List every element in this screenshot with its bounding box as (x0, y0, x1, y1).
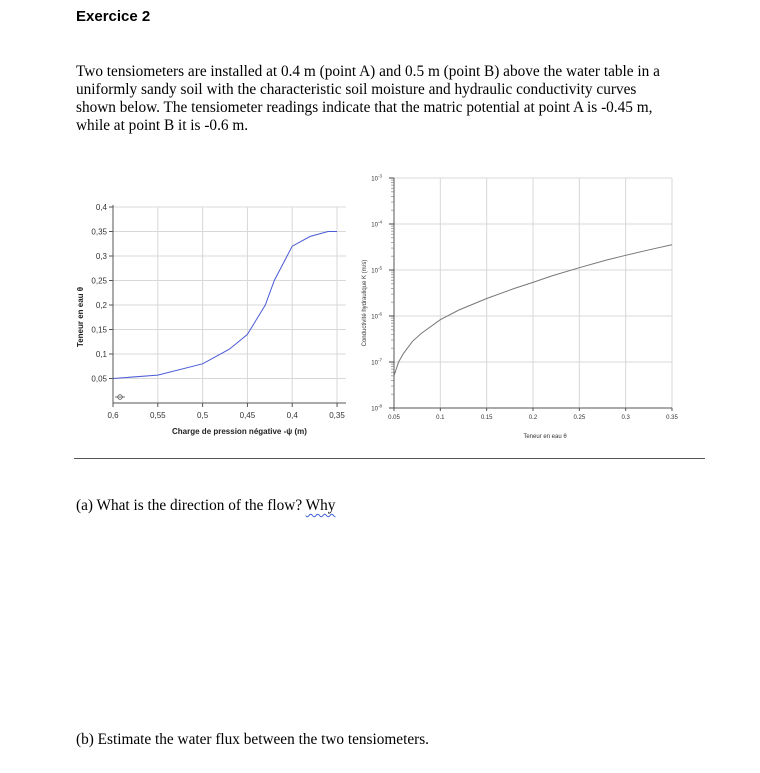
x-axis-label: Charge de pression négative -ψ (m) (172, 427, 307, 436)
y-tick-label: $10^{-3}$ (371, 173, 382, 183)
x-tick-label: 0,45 (239, 411, 256, 420)
soil-moisture-chart (74, 190, 354, 442)
problem-statement (76, 63, 716, 135)
separator-line (74, 458, 705, 459)
x-tick-label: 0,6 (107, 411, 119, 420)
y-tick-label: 0,4 (95, 203, 107, 212)
x-tick-label: 0,35 (329, 411, 345, 420)
x-tick-label: 0.1 (436, 415, 445, 421)
question-b: (b) Estimate the water flux between the two tensiometers. (76, 731, 429, 748)
y-tick-label: $10^{-7}$ (371, 357, 382, 367)
y-tick-label: $10^{-8}$ (371, 403, 382, 413)
x-tick-label: 0.15 (480, 415, 493, 421)
x-tick-label: 0,55 (150, 411, 166, 420)
x-tick-label: 0.05 (388, 415, 400, 421)
y-tick-label: 0,25 (91, 276, 107, 286)
x-tick-label: 0.3 (621, 415, 630, 421)
x-tick-label: 0,4 (286, 411, 298, 420)
x-tick-label: 0,5 (197, 411, 209, 420)
x-tick-label: 0.25 (573, 415, 586, 421)
hydraulic-conductivity-chart (352, 170, 692, 445)
y-tick-label: $10^{-4}$ (371, 219, 382, 229)
question-a-text: (a) What is the direction of the flow? (76, 497, 306, 514)
y-axis-label: Teneur en eau θ (76, 286, 85, 348)
question-a (76, 497, 335, 515)
y-tick-label: 0,05 (91, 374, 107, 384)
exercise-title: Exercice 2 (76, 8, 151, 25)
y-tick-label: $10^{-6}$ (371, 311, 382, 321)
y-tick-label: 0,2 (95, 301, 107, 310)
y-tick-label: 0,15 (91, 325, 107, 335)
y-tick-label: 0,3 (95, 252, 107, 261)
y-tick-label: 0,1 (95, 350, 107, 359)
question-a-why: Why (305, 497, 336, 514)
statement-line-4: while at point B it is -0.6 m. (76, 117, 249, 134)
statement-line-1: Two tensiometers are installed at 0.4 m (point A) and 0.5 m (point B) above the water table in a (76, 63, 660, 80)
statement-line-2: uniformly sandy soil with the characteristic soil moisture and hydraulic conductivity curves (76, 81, 637, 98)
x-tick-label: 0.2 (528, 415, 538, 421)
y-tick-label: 0,35 (91, 227, 107, 237)
y-axis-label: Conductivité hydraulique K (m/s) (362, 259, 368, 347)
statement-line-3: shown below. The tensiometer readings indicate that the matric potential at point A is -0.45 m, (76, 99, 653, 116)
y-tick-label: $10^{-5}$ (371, 265, 382, 275)
x-axis-label: Teneur en eau θ (523, 434, 567, 440)
x-tick-label: 0.35 (666, 415, 678, 421)
